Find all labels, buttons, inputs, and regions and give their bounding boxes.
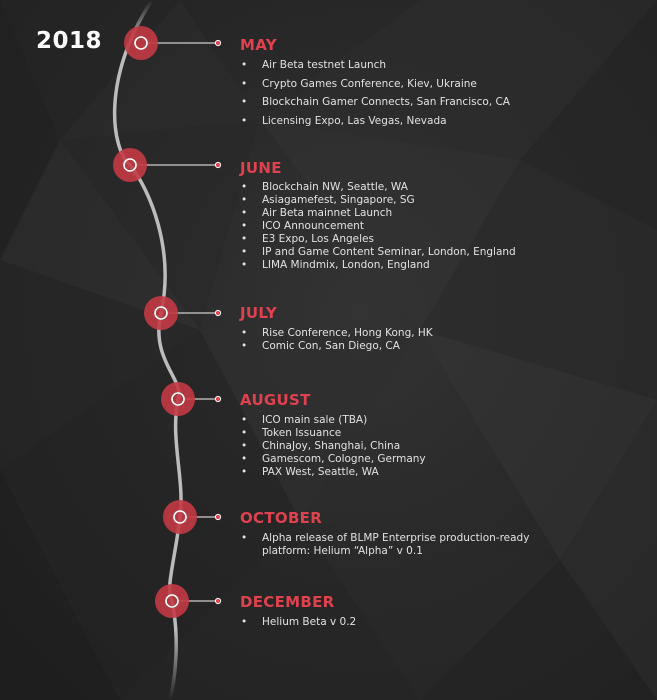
event-list-may <box>240 59 560 133</box>
event-list-june <box>240 181 560 272</box>
event-item: • Rise Conference, Hong Kong, HK <box>240 327 560 340</box>
ring-dot-icon <box>215 40 220 45</box>
event-item: • Air Beta mainnet Launch <box>240 207 560 220</box>
event-item: • ChinaJoy, Shanghai, China <box>240 440 560 453</box>
month-heading-august: AUGUST <box>240 391 311 409</box>
ring-dot-icon <box>215 396 220 401</box>
event-item: • IP and Game Content Seminar, London, England <box>240 246 560 259</box>
event-item: • Token Issuance <box>240 427 560 440</box>
event-item: • Blockchain Gamer Connects, San Francisco, CA <box>240 96 560 109</box>
event-list-december <box>240 616 560 629</box>
month-heading-may: MAY <box>240 36 277 54</box>
event-item: • Helium Beta v 0.2 <box>240 616 560 629</box>
ring-dot-icon <box>215 310 220 315</box>
timeline-node-may <box>124 26 158 60</box>
event-item: • Alpha release of BLMP Enterprise production-ready platform: Helium “Alpha” v 0.1 <box>240 532 540 558</box>
ring-dot-icon <box>215 162 220 167</box>
event-item: • PAX West, Seattle, WA <box>240 466 560 479</box>
event-item: • Crypto Games Conference, Kiev, Ukraine <box>240 78 560 91</box>
event-item: • Licensing Expo, Las Vegas, Nevada <box>240 115 560 128</box>
event-list-august <box>240 414 560 479</box>
timeline-node-december <box>155 584 189 618</box>
event-item: • ICO Announcement <box>240 220 560 233</box>
event-item: • LIMA Mindmix, London, England <box>240 259 560 272</box>
event-item: • Comic Con, San Diego, CA <box>240 340 560 353</box>
timeline-node-july <box>144 296 178 330</box>
event-item: • Gamescom, Cologne, Germany <box>240 453 560 466</box>
ring-dot-icon <box>215 598 220 603</box>
timeline-node-october <box>163 500 197 534</box>
event-list-october <box>240 532 540 558</box>
event-item: • Air Beta testnet Launch <box>240 59 560 72</box>
event-item: • Asiagamefest, Singapore, SG <box>240 194 560 207</box>
event-item: • ICO main sale (TBA) <box>240 414 560 427</box>
month-heading-july: JULY <box>240 304 278 322</box>
timeline-node-june <box>113 148 147 182</box>
ring-dot-icon <box>215 514 220 519</box>
event-item: • E3 Expo, Los Angeles <box>240 233 560 246</box>
year-heading: 2018 <box>36 28 103 54</box>
month-heading-october: OCTOBER <box>240 509 323 527</box>
month-heading-december: DECEMBER <box>240 593 335 611</box>
timeline-node-august <box>161 382 195 416</box>
event-list-july <box>240 327 560 353</box>
event-item: • Blockchain NW, Seattle, WA <box>240 181 560 194</box>
month-heading-june: JUNE <box>240 159 282 177</box>
